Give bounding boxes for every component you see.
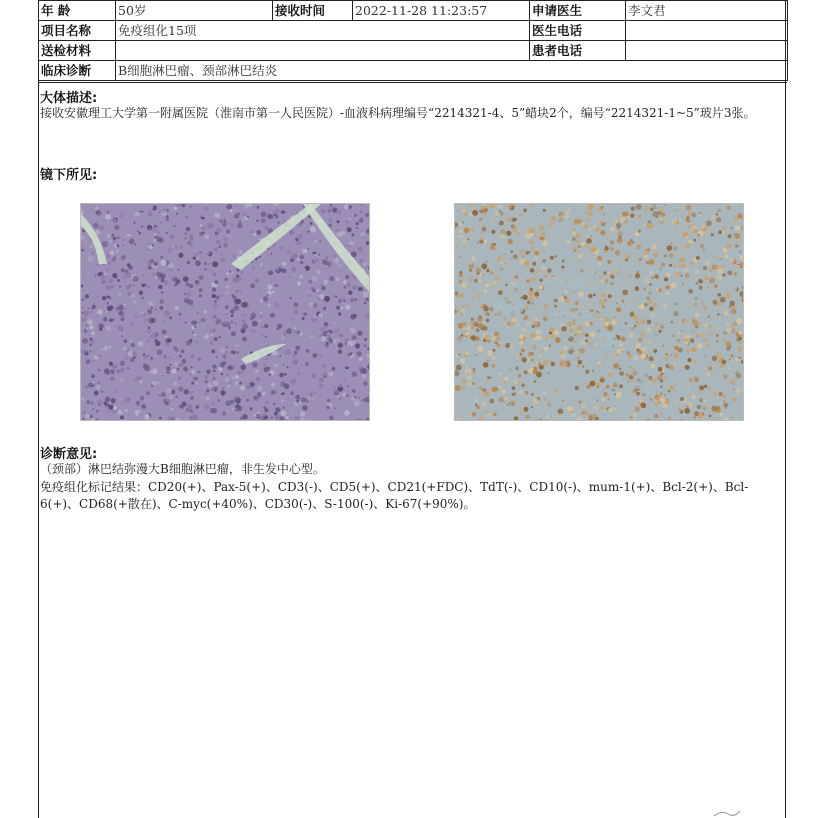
section-divider xyxy=(38,82,787,83)
micrograph-ihc-canvas xyxy=(455,204,744,421)
doctor-label: 申请医生 xyxy=(530,1,626,21)
patient-phone-label: 患者电话 xyxy=(530,41,626,61)
pen-mark xyxy=(712,808,742,818)
gross-title: 大体描述: xyxy=(40,91,98,106)
age-value: 50岁 xyxy=(116,1,273,21)
age-label: 年 龄 xyxy=(39,1,116,21)
receive-time-label: 接收时间 xyxy=(273,1,353,21)
material-value xyxy=(116,41,530,61)
info-row-age xyxy=(39,1,788,21)
project-label: 项目名称 xyxy=(39,21,116,41)
info-row-project xyxy=(39,21,788,41)
micrograph-he-canvas xyxy=(81,204,370,421)
doctor-phone-value xyxy=(626,21,788,41)
gross-text: 接收安徽理工大学第一附属医院（淮南市第一人民医院）-血液科病理编号“2214321-4、5”蜡块2个，编号“2214321-1~5”玻片3张。 xyxy=(40,106,756,120)
diagnosis-line1: （颈部）淋巴结弥漫大B细胞淋巴瘤，非生发中心型。 xyxy=(40,462,325,476)
material-label: 送检材料 xyxy=(39,41,116,61)
clinical-diagnosis-value: B细胞淋巴瘤、颈部淋巴结炎 xyxy=(116,61,788,81)
doctor-value: 李文君 xyxy=(626,1,788,21)
receive-time-value: 2022-11-28 11:23:57 xyxy=(353,1,530,21)
micrograph-he-image xyxy=(80,203,370,421)
info-row-clinical xyxy=(39,61,788,81)
clinical-diagnosis-label: 临床诊断 xyxy=(39,61,116,81)
patient-phone-value xyxy=(626,41,788,61)
patient-info-table xyxy=(38,0,788,81)
diagnosis-title: 诊断意见: xyxy=(40,447,98,462)
diagnosis-line2: 免疫组化标记结果：CD20(+)、Pax-5(+)、CD3(-)、CD5(+)、CD21(+FDC)、TdT(-)、CD10(-)、mum-1(+)、Bcl-2(+)、Bcl-6(+)、CD68(+散在)、C-myc(+40%)、CD30(-)、S-100(-)、Ki-67(+90%)。 xyxy=(40,480,749,511)
doctor-phone-label: 医生电话 xyxy=(530,21,626,41)
micrograph-ihc-image xyxy=(454,203,744,421)
info-row-material xyxy=(39,41,788,61)
microscopy-title: 镜下所见: xyxy=(40,168,98,183)
project-value: 免疫组化15项 xyxy=(116,21,530,41)
